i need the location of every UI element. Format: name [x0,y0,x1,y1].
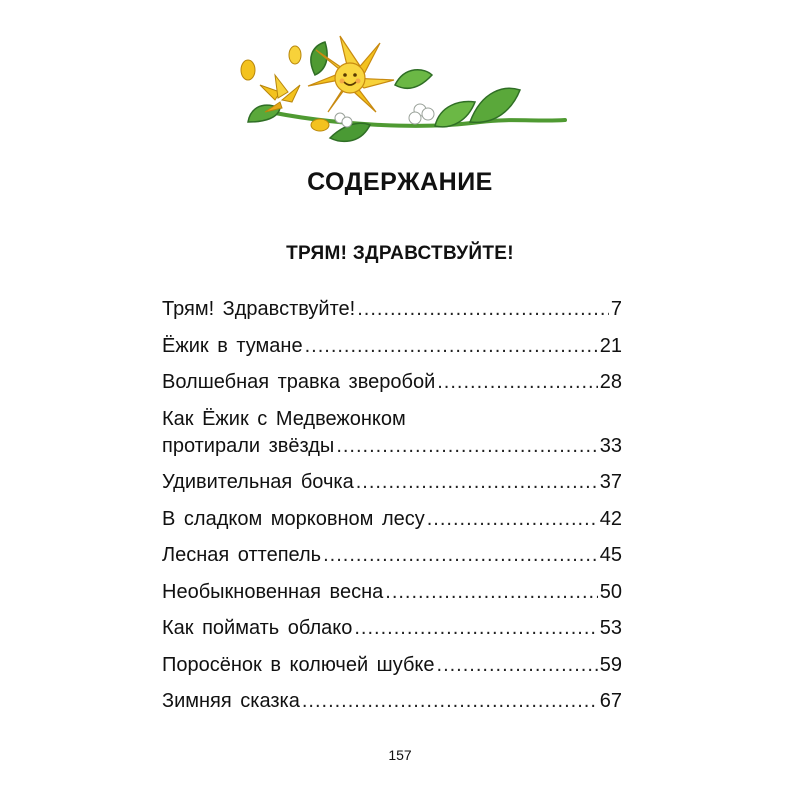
bud [289,46,301,64]
toc-entry[interactable] [162,542,622,569]
toc-entry-page: 28 [599,371,622,393]
dot-leader [357,296,609,323]
toc-entry-title: Как Ёжик с Медвежонком [162,407,406,430]
leaf [395,70,432,89]
toc-entry-title: Зимняя сказка [162,690,300,712]
dot-leader [305,333,598,360]
section-heading: ТРЯМ! ЗДРАВСТВУЙТЕ! [286,243,514,264]
bud [311,119,329,131]
dot-leader [302,688,598,715]
toc-entry[interactable] [162,333,622,360]
dot-leader [385,579,597,606]
toc-entry-page: 7 [610,298,622,320]
toc-entry-page: 53 [599,617,622,639]
toc-entry-title: Волшебная травка зверобой [162,371,436,393]
toc-entry-title: Как поймать облако [162,617,353,639]
toc-entry-page: 42 [599,507,622,530]
dot-leader [336,433,597,460]
toc-entry-title: Лесная оттепель [162,544,322,566]
flower-branch-icon [220,30,570,145]
toc-entry-page: 67 [599,690,622,712]
toc-entry[interactable] [162,296,622,323]
toc-entry-title: Необыкновенная весна [162,580,384,603]
bud [241,60,255,80]
toc-entry-page: 21 [599,334,622,357]
dot-leader [427,506,598,533]
dot-leader [323,542,598,569]
toc-entry[interactable] [162,406,622,460]
toc-entry[interactable] [162,469,622,496]
toc-entry-title: В сладком морковном лесу [162,507,425,530]
dot-leader [437,652,598,679]
table-of-contents [162,296,622,725]
toc-entry-page: 33 [599,434,622,457]
page-title: СОДЕРЖАНИЕ [307,168,493,196]
toc-entry-title: Поросёнок в колючей шубке [162,653,435,676]
toc-entry-title-cont: протирали звёзды [162,434,335,457]
toc-entry[interactable] [162,615,622,642]
toc-entry-title: Трям! Здравствуйте! [162,298,356,320]
toc-entry[interactable] [162,506,622,533]
toc-entry[interactable] [162,652,622,679]
leaf [311,42,327,75]
dot-leader [354,615,597,642]
toc-entry-page: 37 [599,471,622,493]
toc-entry-page: 59 [599,653,622,676]
toc-entry-page: 50 [599,580,622,603]
toc-entry-title: Ёжик в тумане [162,334,303,357]
toc-entry-page: 45 [599,544,622,566]
toc-entry[interactable] [162,369,622,396]
page-number: 157 [388,747,412,763]
leaf [470,88,520,122]
dot-leader [437,369,598,396]
dot-leader [356,469,598,496]
toc-entry[interactable] [162,688,622,715]
toc-entry[interactable] [162,579,622,606]
toc-entry-title: Удивительная бочка [162,471,354,493]
